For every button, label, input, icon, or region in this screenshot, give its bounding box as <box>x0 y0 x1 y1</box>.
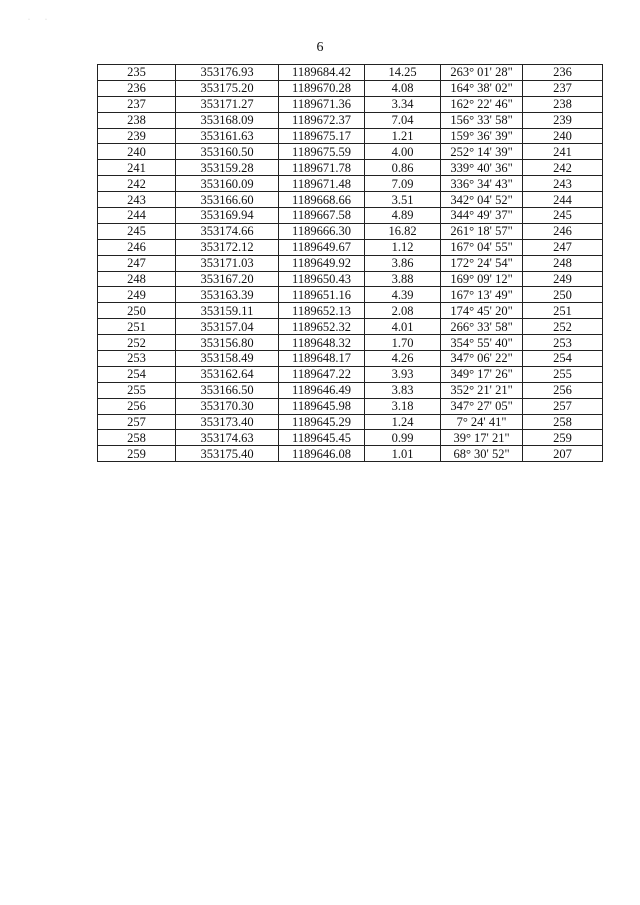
cell-x-coordinate: 353163.39 <box>176 287 279 303</box>
cell-y-coordinate: 1189684.42 <box>279 65 365 81</box>
table-row <box>98 112 603 128</box>
cell-x-coordinate: 353168.09 <box>176 112 279 128</box>
cell-point-id: 239 <box>98 128 176 144</box>
cell-point-id: 237 <box>98 96 176 112</box>
cell-x-coordinate: 353174.63 <box>176 430 279 446</box>
cell-y-coordinate: 1189648.32 <box>279 335 365 351</box>
table-row <box>98 351 603 367</box>
cell-distance: 4.01 <box>365 319 441 335</box>
cell-x-coordinate: 353162.64 <box>176 366 279 382</box>
cell-bearing: 252° 14' 39" <box>441 144 523 160</box>
cell-distance: 3.88 <box>365 271 441 287</box>
cell-point-id: 236 <box>98 80 176 96</box>
cell-distance: 1.24 <box>365 414 441 430</box>
cell-x-coordinate: 353170.30 <box>176 398 279 414</box>
cell-point-id: 244 <box>98 208 176 224</box>
cell-bearing: 347° 06' 22" <box>441 351 523 367</box>
cell-distance: 1.01 <box>365 446 441 462</box>
cell-next-point: 248 <box>523 255 603 271</box>
cell-distance: 4.08 <box>365 80 441 96</box>
cell-next-point: 252 <box>523 319 603 335</box>
cell-distance: 4.00 <box>365 144 441 160</box>
table-row <box>98 239 603 255</box>
cell-point-id: 253 <box>98 351 176 367</box>
cell-point-id: 245 <box>98 223 176 239</box>
table-row <box>98 160 603 176</box>
cell-bearing: 169° 09' 12" <box>441 271 523 287</box>
cell-y-coordinate: 1189671.78 <box>279 160 365 176</box>
cell-distance: 0.99 <box>365 430 441 446</box>
cell-next-point: 242 <box>523 160 603 176</box>
cell-distance: 3.18 <box>365 398 441 414</box>
cell-bearing: 344° 49' 37" <box>441 208 523 224</box>
cell-y-coordinate: 1189652.13 <box>279 303 365 319</box>
cell-next-point: 243 <box>523 176 603 192</box>
cell-next-point: 249 <box>523 271 603 287</box>
cell-bearing: 68° 30' 52" <box>441 446 523 462</box>
cell-point-id: 252 <box>98 335 176 351</box>
cell-bearing: 354° 55' 40" <box>441 335 523 351</box>
cell-point-id: 235 <box>98 65 176 81</box>
cell-next-point: 254 <box>523 351 603 367</box>
cell-next-point: 239 <box>523 112 603 128</box>
cell-x-coordinate: 353171.03 <box>176 255 279 271</box>
coordinates-table-body <box>98 65 603 462</box>
cell-bearing: 39° 17' 21" <box>441 430 523 446</box>
cell-point-id: 238 <box>98 112 176 128</box>
cell-distance: 4.26 <box>365 351 441 367</box>
cell-x-coordinate: 353156.80 <box>176 335 279 351</box>
cell-point-id: 240 <box>98 144 176 160</box>
cell-next-point: 236 <box>523 65 603 81</box>
cell-y-coordinate: 1189650.43 <box>279 271 365 287</box>
cell-y-coordinate: 1189671.36 <box>279 96 365 112</box>
cell-bearing: 164° 38' 02" <box>441 80 523 96</box>
cell-next-point: 257 <box>523 398 603 414</box>
table-row <box>98 176 603 192</box>
cell-bearing: 261° 18' 57" <box>441 223 523 239</box>
cell-distance: 16.82 <box>365 223 441 239</box>
cell-next-point: 237 <box>523 80 603 96</box>
table-row <box>98 319 603 335</box>
cell-x-coordinate: 353161.63 <box>176 128 279 144</box>
cell-x-coordinate: 353166.50 <box>176 382 279 398</box>
table-row <box>98 128 603 144</box>
cell-y-coordinate: 1189651.16 <box>279 287 365 303</box>
cell-y-coordinate: 1189666.30 <box>279 223 365 239</box>
cell-distance: 3.93 <box>365 366 441 382</box>
table-row <box>98 366 603 382</box>
cell-bearing: 7° 24' 41" <box>441 414 523 430</box>
cell-bearing: 339° 40' 36" <box>441 160 523 176</box>
cell-distance: 3.83 <box>365 382 441 398</box>
table-row <box>98 65 603 81</box>
scan-specks: · · <box>28 17 47 23</box>
cell-point-id: 258 <box>98 430 176 446</box>
cell-distance: 2.08 <box>365 303 441 319</box>
cell-y-coordinate: 1189645.45 <box>279 430 365 446</box>
cell-x-coordinate: 353160.09 <box>176 176 279 192</box>
cell-x-coordinate: 353169.94 <box>176 208 279 224</box>
cell-y-coordinate: 1189667.58 <box>279 208 365 224</box>
cell-distance: 7.04 <box>365 112 441 128</box>
table-row <box>98 80 603 96</box>
table-row <box>98 96 603 112</box>
cell-bearing: 352° 21' 21" <box>441 382 523 398</box>
cell-bearing: 349° 17' 26" <box>441 366 523 382</box>
cell-distance: 1.12 <box>365 239 441 255</box>
cell-point-id: 246 <box>98 239 176 255</box>
table-row <box>98 287 603 303</box>
cell-x-coordinate: 353166.60 <box>176 192 279 208</box>
table-row <box>98 446 603 462</box>
cell-distance: 4.89 <box>365 208 441 224</box>
coordinates-table <box>97 64 603 462</box>
table-row <box>98 430 603 446</box>
cell-bearing: 347° 27' 05" <box>441 398 523 414</box>
cell-bearing: 156° 33' 58" <box>441 112 523 128</box>
cell-next-point: 251 <box>523 303 603 319</box>
cell-bearing: 266° 33' 58" <box>441 319 523 335</box>
cell-next-point: 258 <box>523 414 603 430</box>
table-row <box>98 208 603 224</box>
cell-point-id: 256 <box>98 398 176 414</box>
cell-x-coordinate: 353176.93 <box>176 65 279 81</box>
cell-y-coordinate: 1189646.08 <box>279 446 365 462</box>
cell-bearing: 336° 34' 43" <box>441 176 523 192</box>
cell-point-id: 247 <box>98 255 176 271</box>
cell-point-id: 254 <box>98 366 176 382</box>
cell-point-id: 243 <box>98 192 176 208</box>
cell-point-id: 257 <box>98 414 176 430</box>
cell-x-coordinate: 353157.04 <box>176 319 279 335</box>
cell-y-coordinate: 1189672.37 <box>279 112 365 128</box>
cell-point-id: 249 <box>98 287 176 303</box>
cell-x-coordinate: 353175.40 <box>176 446 279 462</box>
cell-point-id: 251 <box>98 319 176 335</box>
table-row <box>98 303 603 319</box>
cell-y-coordinate: 1189649.67 <box>279 239 365 255</box>
cell-bearing: 174° 45' 20" <box>441 303 523 319</box>
cell-distance: 7.09 <box>365 176 441 192</box>
cell-y-coordinate: 1189647.22 <box>279 366 365 382</box>
cell-distance: 3.51 <box>365 192 441 208</box>
cell-bearing: 159° 36' 39" <box>441 128 523 144</box>
cell-point-id: 242 <box>98 176 176 192</box>
page-number: 6 <box>316 40 324 55</box>
cell-distance: 3.34 <box>365 96 441 112</box>
table-row <box>98 144 603 160</box>
cell-distance: 1.21 <box>365 128 441 144</box>
cell-next-point: 246 <box>523 223 603 239</box>
cell-x-coordinate: 353158.49 <box>176 351 279 367</box>
cell-next-point: 245 <box>523 208 603 224</box>
cell-y-coordinate: 1189648.17 <box>279 351 365 367</box>
table-row <box>98 398 603 414</box>
cell-x-coordinate: 353175.20 <box>176 80 279 96</box>
cell-next-point: 238 <box>523 96 603 112</box>
cell-next-point: 247 <box>523 239 603 255</box>
cell-y-coordinate: 1189652.32 <box>279 319 365 335</box>
table-row <box>98 255 603 271</box>
cell-x-coordinate: 353171.27 <box>176 96 279 112</box>
cell-next-point: 256 <box>523 382 603 398</box>
cell-y-coordinate: 1189668.66 <box>279 192 365 208</box>
table-row <box>98 382 603 398</box>
cell-point-id: 255 <box>98 382 176 398</box>
cell-y-coordinate: 1189675.17 <box>279 128 365 144</box>
cell-distance: 0.86 <box>365 160 441 176</box>
cell-x-coordinate: 353172.12 <box>176 239 279 255</box>
cell-x-coordinate: 353174.66 <box>176 223 279 239</box>
cell-x-coordinate: 353159.11 <box>176 303 279 319</box>
table-row <box>98 192 603 208</box>
cell-bearing: 162° 22' 46" <box>441 96 523 112</box>
cell-distance: 1.70 <box>365 335 441 351</box>
cell-bearing: 342° 04' 52" <box>441 192 523 208</box>
cell-point-id: 259 <box>98 446 176 462</box>
table-row <box>98 414 603 430</box>
cell-next-point: 255 <box>523 366 603 382</box>
table-row <box>98 271 603 287</box>
cell-bearing: 263° 01' 28" <box>441 65 523 81</box>
cell-x-coordinate: 353173.40 <box>176 414 279 430</box>
cell-next-point: 241 <box>523 144 603 160</box>
table-row <box>98 335 603 351</box>
cell-y-coordinate: 1189645.98 <box>279 398 365 414</box>
cell-distance: 14.25 <box>365 65 441 81</box>
cell-bearing: 172° 24' 54" <box>441 255 523 271</box>
cell-next-point: 240 <box>523 128 603 144</box>
cell-y-coordinate: 1189671.48 <box>279 176 365 192</box>
cell-point-id: 250 <box>98 303 176 319</box>
cell-x-coordinate: 353167.20 <box>176 271 279 287</box>
cell-point-id: 241 <box>98 160 176 176</box>
cell-y-coordinate: 1189645.29 <box>279 414 365 430</box>
cell-y-coordinate: 1189675.59 <box>279 144 365 160</box>
cell-next-point: 250 <box>523 287 603 303</box>
cell-next-point: 259 <box>523 430 603 446</box>
cell-distance: 4.39 <box>365 287 441 303</box>
cell-bearing: 167° 04' 55" <box>441 239 523 255</box>
cell-y-coordinate: 1189649.92 <box>279 255 365 271</box>
cell-x-coordinate: 353159.28 <box>176 160 279 176</box>
cell-y-coordinate: 1189670.28 <box>279 80 365 96</box>
cell-bearing: 167° 13' 49" <box>441 287 523 303</box>
cell-next-point: 244 <box>523 192 603 208</box>
cell-x-coordinate: 353160.50 <box>176 144 279 160</box>
table-row <box>98 223 603 239</box>
cell-y-coordinate: 1189646.49 <box>279 382 365 398</box>
cell-next-point: 253 <box>523 335 603 351</box>
cell-distance: 3.86 <box>365 255 441 271</box>
cell-point-id: 248 <box>98 271 176 287</box>
cell-next-point: 207 <box>523 446 603 462</box>
